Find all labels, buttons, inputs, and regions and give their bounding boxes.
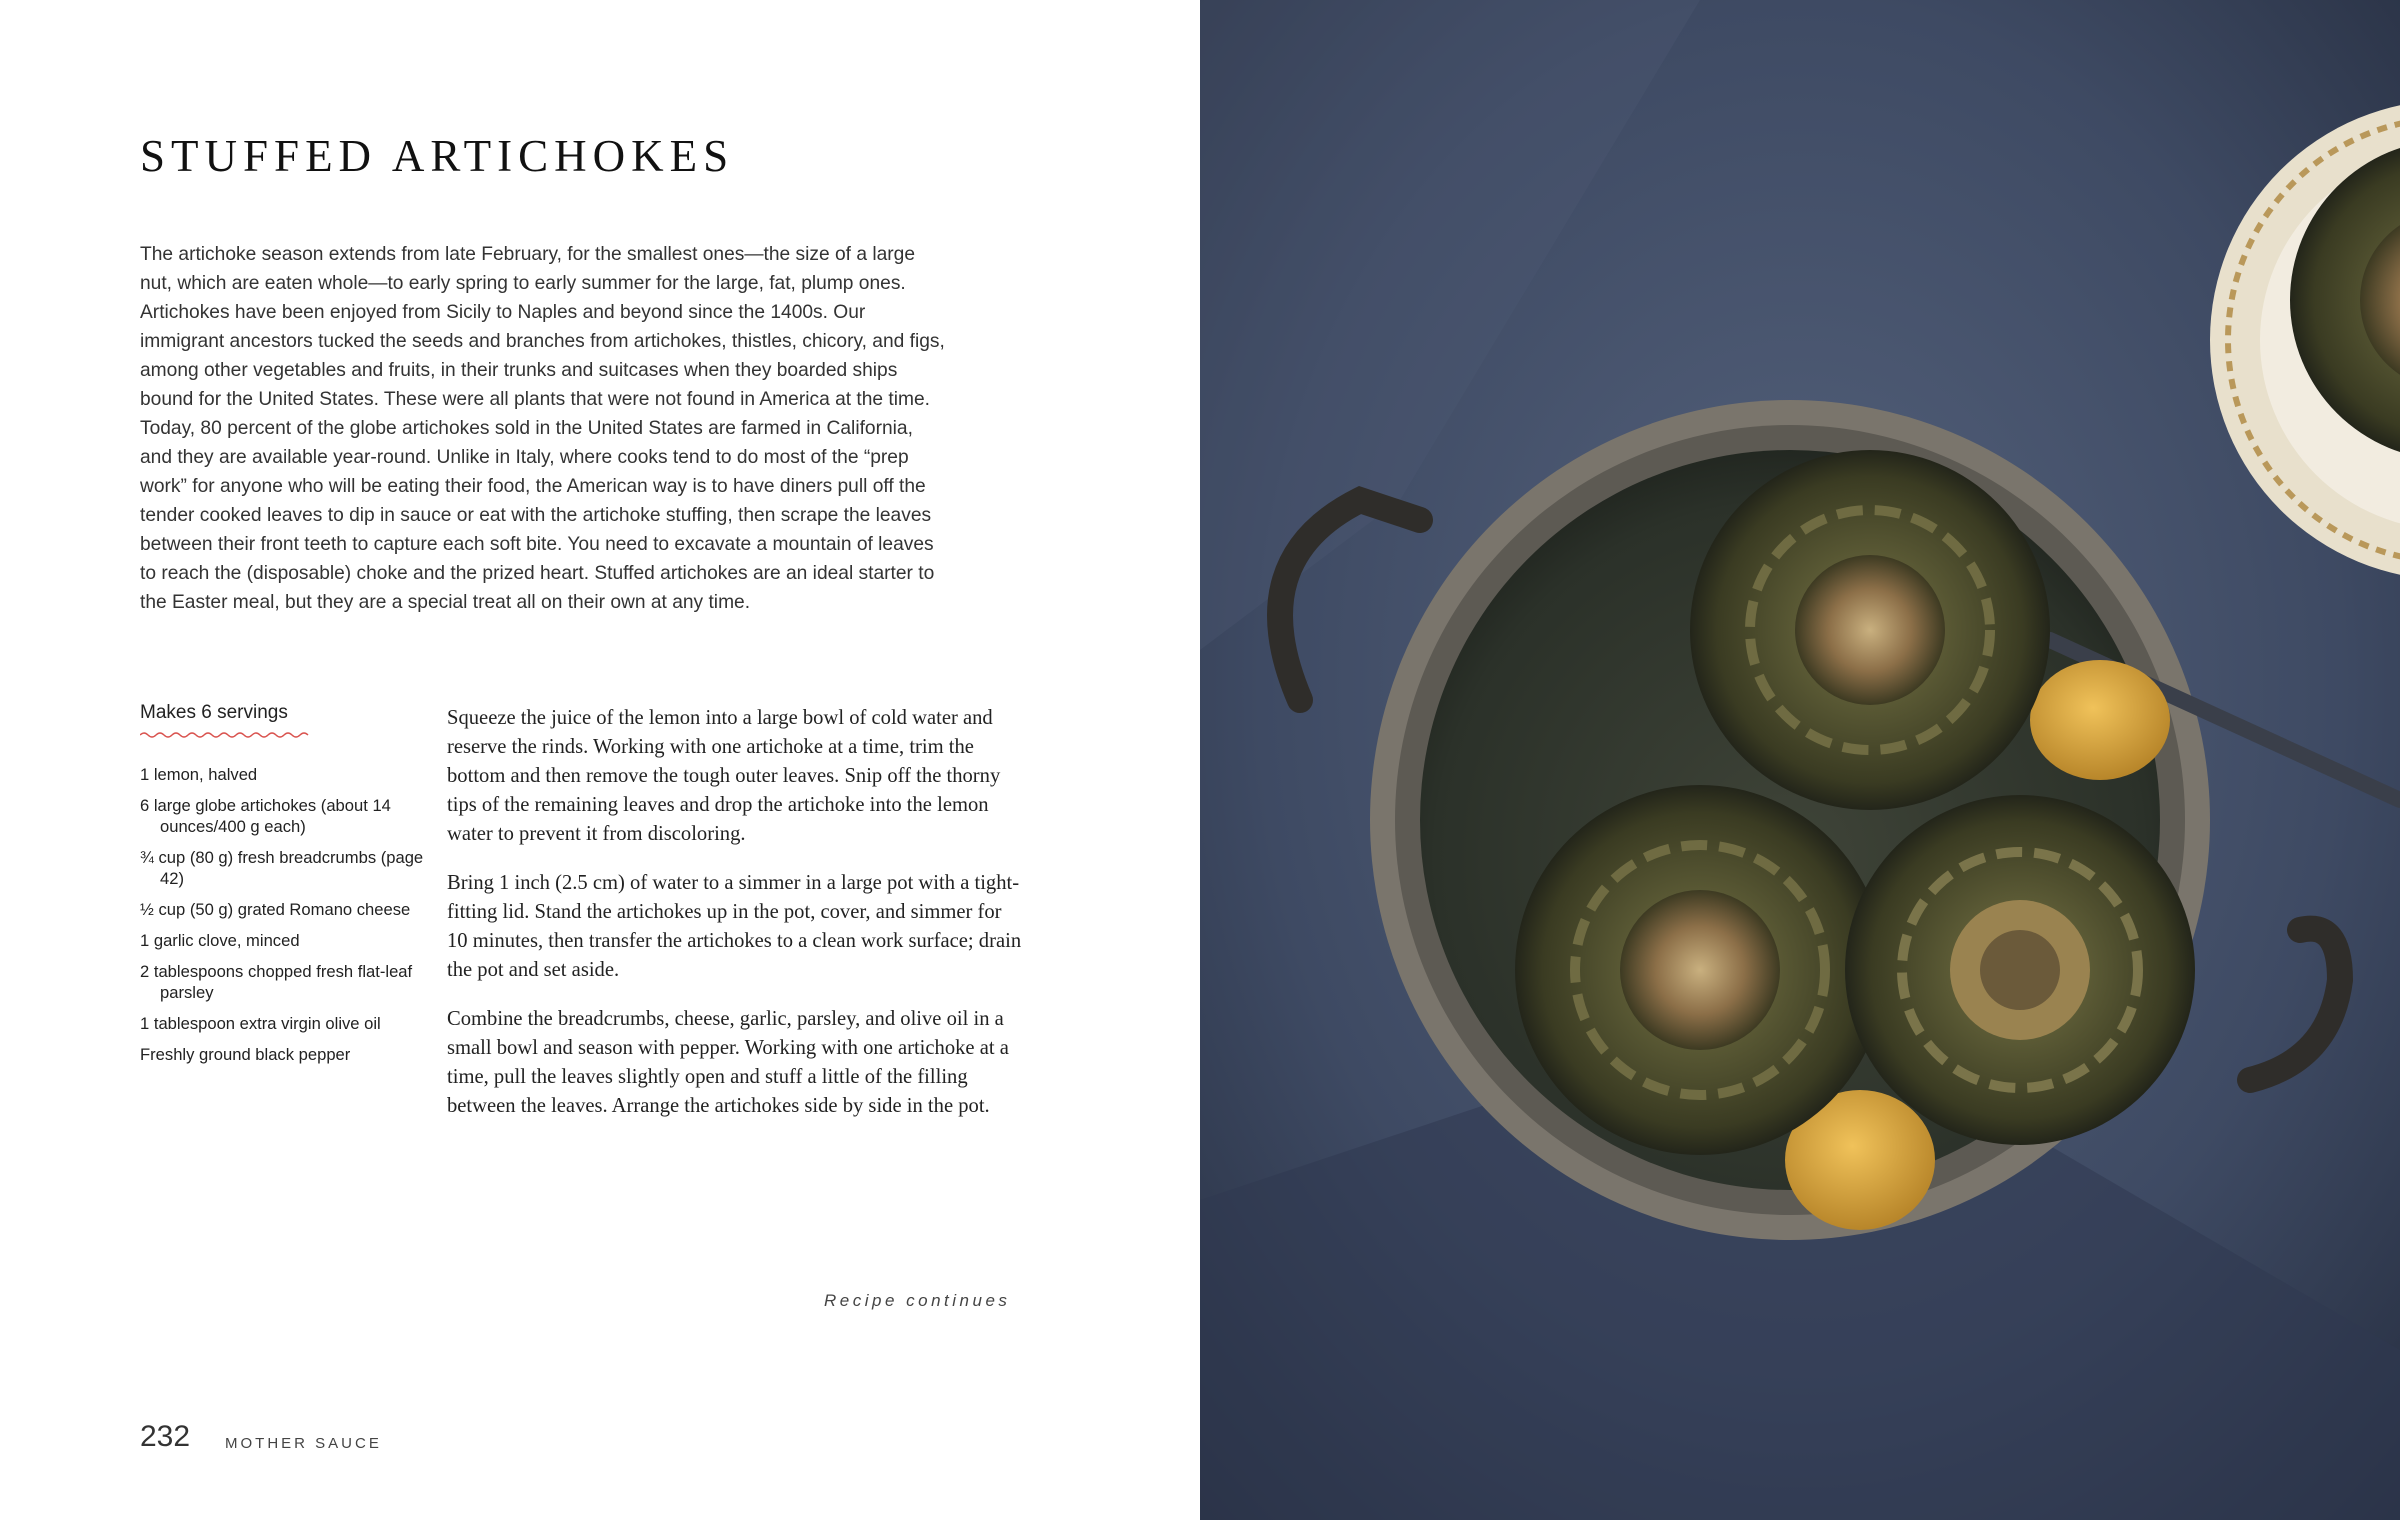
ingredient-item: Freshly ground black pepper <box>140 1045 351 1064</box>
running-head: MOTHER SAUCE <box>225 1435 382 1452</box>
recipe-intro: The artichoke season extends from late February, for the smallest ones—the size of a large nut, which are eaten whole—to early spring to early summer for the large, fat, plump ones. Artichokes have been enjoyed from Sicily to Naples and beyond since the 1400s. Our immigrant ancestors tucked the seeds and branches from artichokes, thistles, chicory, and figs, among other vegetables and fruits, in their trunks and suitcases when they boarded ships bound for the United States. These were all plants that were not found in America at the time. Today, 80 percent of the globe artichokes sold in the United States are farmed in California, and they are available year-round. Unlike in Italy, where cooks tend to do most of the “prep work” for anyone who will be eating their food, the American way is to have diners pull off the tender cooked leaves to dip in sauce or eat with the artichoke stuffing, then scrape the leaves between their front teeth to capture each soft bite. You need to excavate a mountain of leaves to reach the (disposable) choke and the prized heart. Stuffed artichokes are an ideal starter to the Easter meal, but they are a special treat all on their own at any time. <box>140 244 945 613</box>
recipe-continues-note: Recipe continues <box>824 1291 1011 1310</box>
method-step: Combine the breadcrumbs, cheese, garlic, parsley, and olive oil in a small bowl and season with pepper. Working with one artichoke at a time, pull the leaves slightly open and stuff a little of the filling between the leaves. Arrange the artichokes side by side in the pot. <box>447 1008 1009 1117</box>
ingredient-item: 2 tablespoons chopped fresh flat-leaf parsley <box>140 962 413 1002</box>
stuffed-artichokes-photo <box>1200 0 2400 1520</box>
method-step: Squeeze the juice of the lemon into a large bowl of cold water and reserve the rinds. Working with one artichoke at a time, trim the bottom and then remove the tough outer leaves. Snip off the thorny tips of the remaining leaves and drop the artichoke into the lemon water to prevent it from discoloring. <box>447 707 1001 845</box>
ingredient-item: 1 lemon, halved <box>140 765 258 784</box>
right-page <box>1200 0 2400 1520</box>
artichoke-bottom-right <box>1845 795 2195 1145</box>
servings-underline-squiggle <box>140 731 310 739</box>
ingredient-item: ½ cup (50 g) grated Romano cheese <box>140 900 411 919</box>
ingredient-list <box>140 764 425 1075</box>
artichoke-bottom-left <box>1515 785 1885 1155</box>
recipe-title: STUFFED ARTICHOKES <box>140 131 735 181</box>
ingredient-item: ¾ cup (80 g) fresh breadcrumbs (page 42) <box>140 848 424 888</box>
method-steps <box>447 704 1022 1141</box>
ingredient-item: 1 garlic clove, minced <box>140 931 300 950</box>
ingredient-item: 6 large globe artichokes (about 14 ounces/400 g each) <box>140 796 391 836</box>
artichoke-top <box>1690 450 2050 810</box>
ingredient-item: 1 tablespoon extra virgin olive oil <box>140 1014 381 1033</box>
method-step: Bring 1 inch (2.5 cm) of water to a simmer in a large pot with a tight-fitting lid. Stand the artichokes up in the pot, cover, and simmer for 10 minutes, then transfer the artichokes to a clean work surface; drain the pot and set aside. <box>447 872 1022 981</box>
servings-label: Makes 6 servings <box>140 702 288 723</box>
page-number: 232 <box>140 1420 191 1453</box>
